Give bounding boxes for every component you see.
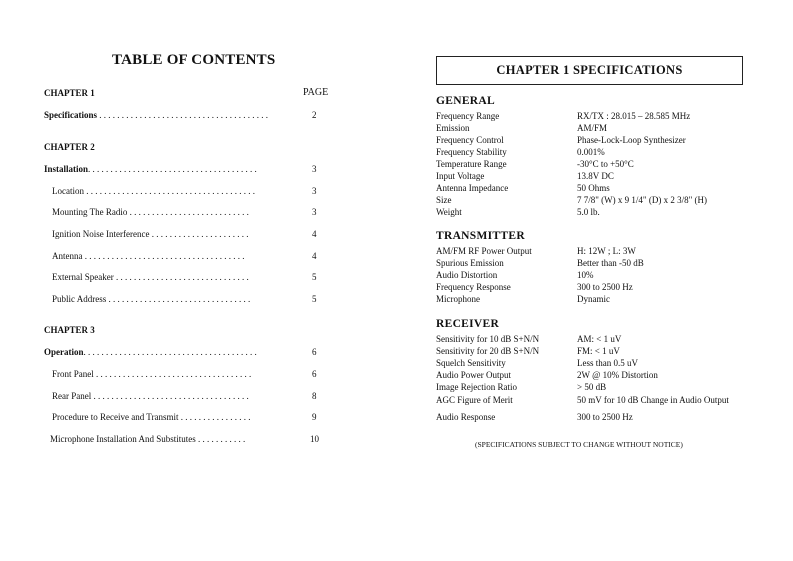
toc-leader-dots: . . . . . . . . . . . . . . . . . . . . . . . . . . . . . . . . . . . . . . — [97, 110, 268, 120]
toc-page-number: 5 — [312, 272, 317, 282]
toc-entry-label: Installation — [44, 164, 89, 174]
toc-entry-label: Public Address — [52, 294, 107, 304]
spec-label: Temperature Range — [436, 159, 507, 169]
spec-value: RX/TX : 28.015 – 28.585 MHz — [577, 111, 691, 121]
toc-page-number: 3 — [312, 186, 317, 196]
toc-leader-dots: . . . . . . . . . . . . . . . . . . . . . . . . . . . . . . — [113, 272, 249, 282]
spec-value: 0.001% — [577, 147, 605, 157]
spec-label: Size — [436, 195, 452, 205]
spec-value: 10% — [577, 270, 594, 280]
spec-value: FM: < 1 uV — [577, 346, 620, 356]
spec-value: 50 Ohms — [577, 183, 610, 193]
toc-page-number: 6 — [312, 347, 317, 357]
chapter-2-heading: CHAPTER 2 — [44, 142, 95, 152]
spec-value: 13.8V DC — [577, 171, 614, 181]
spec-label: Frequency Stability — [436, 147, 507, 157]
spec-value: 300 to 2500 Hz — [577, 282, 633, 292]
toc-page-number: 5 — [312, 294, 317, 304]
chapter-3-heading: CHAPTER 3 — [44, 325, 95, 335]
toc-entry-label: Ignition Noise Interference — [52, 229, 150, 239]
section-heading-transmitter: TRANSMITTER — [436, 230, 525, 242]
spec-label: Sensitivity for 20 dB S+N/N — [436, 346, 540, 356]
toc-leader-dots: . . . . . . . . . . . . . . . . . . . . . . . . . . . — [127, 207, 249, 217]
spec-label: Frequency Response — [436, 282, 511, 292]
footnote: (SPECIFICATIONS SUBJECT TO CHANGE WITHOUT NOTICE) — [475, 440, 683, 449]
toc-entry-label: Location — [52, 186, 84, 196]
spec-value: -30°C to +50°C — [577, 159, 634, 169]
toc-entry-label: Microphone Installation And Substitutes — [50, 434, 196, 444]
toc-leader-dots: . . . . . . . . . . . . . . . . . . . . . . . . . . . . . . . . — [106, 294, 251, 304]
spec-label: Audio Power Output — [436, 370, 511, 380]
spec-label: Squelch Sensitivity — [436, 358, 506, 368]
spec-value: Phase-Lock-Loop Synthesizer — [577, 135, 686, 145]
spec-value: 2W @ 10% Distortion — [577, 370, 658, 380]
toc-leader-dots: . . . . . . . . . . . . . . . . . . . . . . — [149, 229, 249, 239]
toc-leader-dots: . . . . . . . . . . . . . . . . . . . . . . . . . . . . . . . . . . . — [91, 391, 249, 401]
spec-label: Antenna Impedance — [436, 183, 509, 193]
spec-value: Less than 0.5 uV — [577, 358, 638, 368]
toc-entry-label: Front Panel — [52, 369, 94, 379]
toc-leader-dots: . . . . . . . . . . . . . . . . — [178, 412, 251, 422]
toc-leader-dots: . . . . . . . . . . . . . . . . . . . . . . . . . . . . . . . . . . . . . . — [84, 186, 255, 196]
spec-value: Dynamic — [577, 294, 610, 304]
section-heading-general: GENERAL — [436, 95, 495, 107]
spec-label: Spurious Emission — [436, 258, 504, 268]
specifications-title: CHAPTER 1 SPECIFICATIONS — [496, 63, 683, 77]
spec-label: Frequency Range — [436, 111, 500, 121]
toc-page-number: 3 — [312, 207, 317, 217]
chapter-1-heading: CHAPTER 1 — [44, 88, 95, 98]
toc-page-number: 6 — [312, 369, 317, 379]
page-column-header: PAGE — [303, 87, 329, 98]
toc-entry-label: External Speaker — [52, 272, 114, 282]
spec-label: AM/FM RF Power Output — [436, 246, 532, 256]
toc-leader-dots: . . . . . . . . . . . — [195, 434, 246, 444]
spec-label: Input Voltage — [436, 171, 485, 181]
spec-label: Sensitivity for 10 dB S+N/N — [436, 334, 540, 344]
spec-label: Audio Response — [436, 412, 496, 422]
spec-label: Weight — [436, 207, 462, 217]
toc-entry-label: Operation — [44, 347, 84, 357]
spec-label: Frequency Control — [436, 135, 504, 145]
spec-label: Microphone — [436, 294, 480, 304]
toc-page-number: 2 — [312, 110, 317, 120]
section-heading-receiver: RECEIVER — [436, 318, 500, 330]
specifications-title-box — [436, 56, 743, 85]
toc-page-number: 8 — [312, 391, 317, 401]
toc-entry-label: Procedure to Receive and Transmit — [52, 412, 179, 422]
spec-value: AM: < 1 uV — [577, 334, 622, 344]
toc-entry-label: Rear Panel — [52, 391, 92, 401]
spec-value: 7 7/8" (W) x 9 1/4" (D) x 2 3/8" (H) — [577, 195, 707, 205]
toc-page-number: 4 — [312, 251, 317, 261]
spec-value: Better than -50 dB — [577, 258, 644, 268]
spec-value: AM/FM — [577, 123, 608, 133]
spec-label: Audio Distortion — [436, 270, 498, 280]
toc-page-number: 10 — [310, 434, 319, 444]
spec-value: > 50 dB — [577, 382, 607, 392]
toc-page-number: 9 — [312, 412, 317, 422]
spec-label: AGC Figure of Merit — [436, 395, 513, 405]
spec-value: 50 mV for 10 dB Change in Audio Output — [577, 395, 729, 405]
spec-value: 300 to 2500 Hz — [577, 412, 633, 422]
toc-leader-dots: . . . . . . . . . . . . . . . . . . . . . . . . . . . . . . . . . . . — [93, 369, 252, 379]
toc-page-number: 3 — [312, 164, 317, 174]
toc-title: TABLE OF CONTENTS — [112, 52, 276, 68]
spec-value: H: 12W ; L: 3W — [577, 246, 636, 256]
spec-label: Image Rejection Ratio — [436, 382, 517, 392]
spec-value: 5.0 lb. — [577, 207, 600, 217]
toc-entry-label: Mounting The Radio — [52, 207, 128, 217]
spec-label: Emission — [436, 123, 470, 133]
toc-page-number: 4 — [312, 229, 317, 239]
toc-leader-dots: . . . . . . . . . . . . . . . . . . . . . . . . . . . . . . . . . . . . — [82, 251, 245, 261]
toc-entry-label: Specifications — [44, 110, 97, 120]
toc-leader-dots: . . . . . . . . . . . . . . . . . . . . . . . . . . . . . . . . . . . . . . . — [83, 347, 257, 357]
toc-leader-dots: . . . . . . . . . . . . . . . . . . . . . . . . . . . . . . . . . . . . . . — [88, 164, 257, 174]
toc-entry-label: Antenna — [52, 251, 83, 261]
